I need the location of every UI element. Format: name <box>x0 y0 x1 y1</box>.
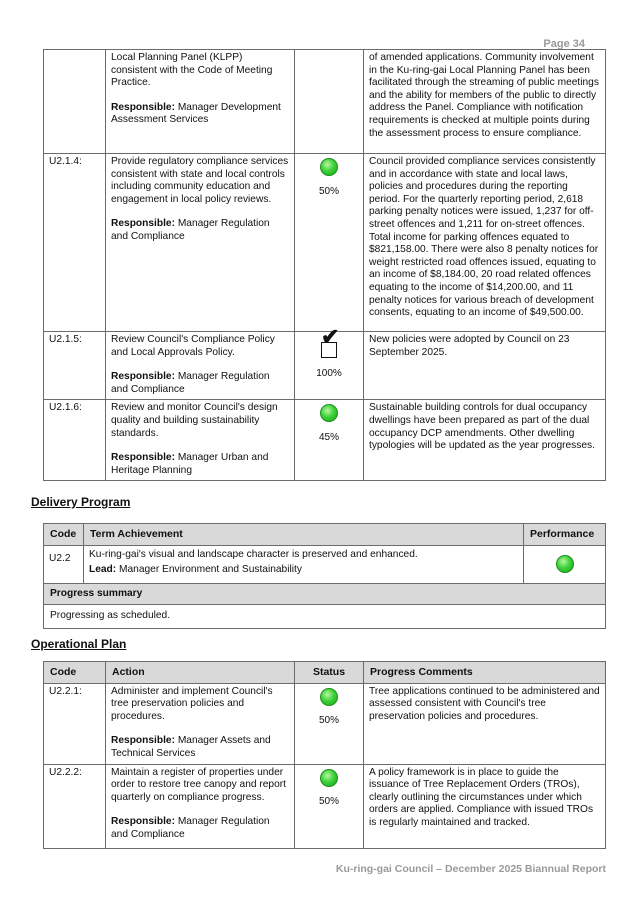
table-row <box>44 332 606 400</box>
responsible-value: Manager Assets and Technical Services <box>111 735 271 759</box>
term-header: Term Achievement <box>84 524 524 546</box>
action-text: Administer and implement Council's tree preservation policies and procedures. <box>111 685 273 722</box>
comment-cell: New policies were adopted by Council on 23 September 2025. <box>364 332 606 400</box>
status-green-circle-icon <box>320 404 338 422</box>
table-row <box>44 545 606 583</box>
comment-cell: Council provided compliance services consistently and in accordance with state and local laws, policies and procedures during the reporting period. For the quarterly reporting period, 2,618 parking penalty notices were issued, 1,237 for off-street offences and 1,211 for on-street offences. Total income for parking offences equated to $821,158.00. There were also 8 penalty notices for weight restricted road offences issued, equating to an income of $8,184.00, 20 road related offences equating to the income of $14,200.00, and 11 penalty notices for various breach of development consents, equating to an income of $49,500.00. <box>364 154 606 332</box>
summary-row <box>44 605 606 629</box>
status-cell <box>295 683 364 764</box>
table-row <box>44 50 606 154</box>
responsible-text <box>111 452 289 477</box>
responsible-value: Manager Urban and Heritage Planning <box>111 452 269 476</box>
summary-header-row <box>44 583 606 605</box>
responsible-text <box>111 735 289 760</box>
code-cell: U2.1.4: <box>44 154 106 332</box>
operational-plan-table <box>43 661 606 849</box>
status-cell <box>295 400 364 481</box>
status-cell <box>295 50 364 154</box>
status-green-circle-icon <box>320 688 338 706</box>
table-row <box>44 683 606 764</box>
lead-label: Lead: <box>89 564 117 576</box>
code-cell <box>44 50 106 154</box>
responsible-text <box>111 816 289 841</box>
term-text: Ku-ring-gai's visual and landscape character is preserved and enhanced. <box>89 548 418 560</box>
action-cell <box>106 50 295 154</box>
delivery-program-table <box>43 523 606 629</box>
operational-plan-table-continued <box>43 49 606 481</box>
table-row <box>44 400 606 481</box>
action-text: Provide regulatory compliance services consistent with state and local controls including community education and engagement in local policy reviews. <box>111 156 289 205</box>
delivery-program-heading: Delivery Program <box>31 495 131 509</box>
status-percent: 50% <box>318 796 339 808</box>
responsible-label: Responsible: <box>111 816 175 828</box>
action-cell <box>106 764 295 848</box>
responsible-text <box>111 218 289 243</box>
responsible-value: Manager Development Assessment Services <box>111 101 281 126</box>
responsible-text <box>111 371 289 396</box>
checkmark-icon: ✔ <box>321 342 337 358</box>
code-cell: U2.2 <box>44 545 84 583</box>
status-header: Status <box>295 662 364 684</box>
responsible-label: Responsible: <box>111 735 175 747</box>
code-cell: U2.1.6: <box>44 400 106 481</box>
responsible-label: Responsible: <box>111 101 175 113</box>
report-footer: Ku-ring-gai Council – December 2025 Biannual Report <box>335 863 606 876</box>
action-cell <box>106 400 295 481</box>
code-header: Code <box>44 662 106 684</box>
progress-summary-text: Progressing as scheduled. <box>44 605 606 629</box>
status-green-circle-icon <box>320 769 338 787</box>
table-row <box>44 764 606 848</box>
comment-cell: Sustainable building controls for dual occupancy dwellings have been prepared as part of the dual occupancy DCP amendments. Other dwelling typologies will be updated as the year progresses. <box>364 400 606 481</box>
responsible-value: Manager Regulation and Compliance <box>111 371 270 395</box>
action-cell <box>106 683 295 764</box>
lead-text <box>89 564 518 577</box>
action-cell <box>106 154 295 332</box>
responsible-label: Responsible: <box>111 452 175 464</box>
table-row <box>44 154 606 332</box>
comment-cell: Tree applications continued to be administered and assessed consistent with Council's tree preservation policies and procedures. <box>364 683 606 764</box>
status-cell <box>295 154 364 332</box>
comments-header: Progress Comments <box>364 662 606 684</box>
status-percent: 50% <box>318 185 339 197</box>
action-cell <box>106 332 295 400</box>
responsible-value: Manager Regulation and Compliance <box>111 816 270 840</box>
responsible-label: Responsible: <box>111 371 175 383</box>
action-text: Local Planning Panel (KLPP) consistent with the Code of Meeting Practice. <box>111 52 273 89</box>
responsible-label: Responsible: <box>111 218 175 230</box>
responsible-text <box>111 102 289 127</box>
lead-value: Manager Environment and Sustainability <box>119 564 302 576</box>
header-row <box>44 524 606 546</box>
performance-cell <box>524 545 606 583</box>
status-percent: 45% <box>318 431 339 443</box>
performance-header: Performance <box>524 524 606 546</box>
operational-plan-heading: Operational Plan <box>31 637 127 651</box>
status-percent: 100% <box>316 367 342 379</box>
comment-cell: A policy framework is in place to guide the issuance of Tree Replacement Orders (TROs), clearly outlining the circumstances under which orders are applied. Compliance with issued TROs is regularly maintained and tracked. <box>364 764 606 848</box>
code-cell: U2.2.2: <box>44 764 106 848</box>
status-cell <box>295 764 364 848</box>
action-header: Action <box>106 662 295 684</box>
action-text: Maintain a register of properties under order to restore tree canopy and report quarterly on compliance progress. <box>111 766 286 803</box>
status-green-circle-icon <box>320 158 338 176</box>
comment-cell: of amended applications. Community involvement in the Ku-ring-gai Local Planning Panel has been facilitated through the streaming of public meetings and the ability for members of the public to directly address the Panel. Compliance with notification requirements is checked at multiple points during the assessment process to ensure compliance. <box>364 50 606 154</box>
responsible-value: Manager Regulation and Compliance <box>111 218 270 242</box>
action-text: Review and monitor Council's design quality and building sustainability standards. <box>111 402 278 439</box>
performance-green-circle-icon <box>556 555 574 573</box>
code-cell: U2.2.1: <box>44 683 106 764</box>
page-number: Page 34 <box>543 38 585 50</box>
status-cell <box>295 324 364 400</box>
action-text: Review Council's Compliance Policy and Local Approvals Policy. <box>111 334 275 358</box>
status-percent: 50% <box>318 715 339 727</box>
code-cell: U2.1.5: <box>44 332 106 400</box>
code-header: Code <box>44 524 84 546</box>
progress-summary-label: Progress summary <box>44 583 606 605</box>
term-cell <box>84 545 524 583</box>
header-row <box>44 662 606 684</box>
